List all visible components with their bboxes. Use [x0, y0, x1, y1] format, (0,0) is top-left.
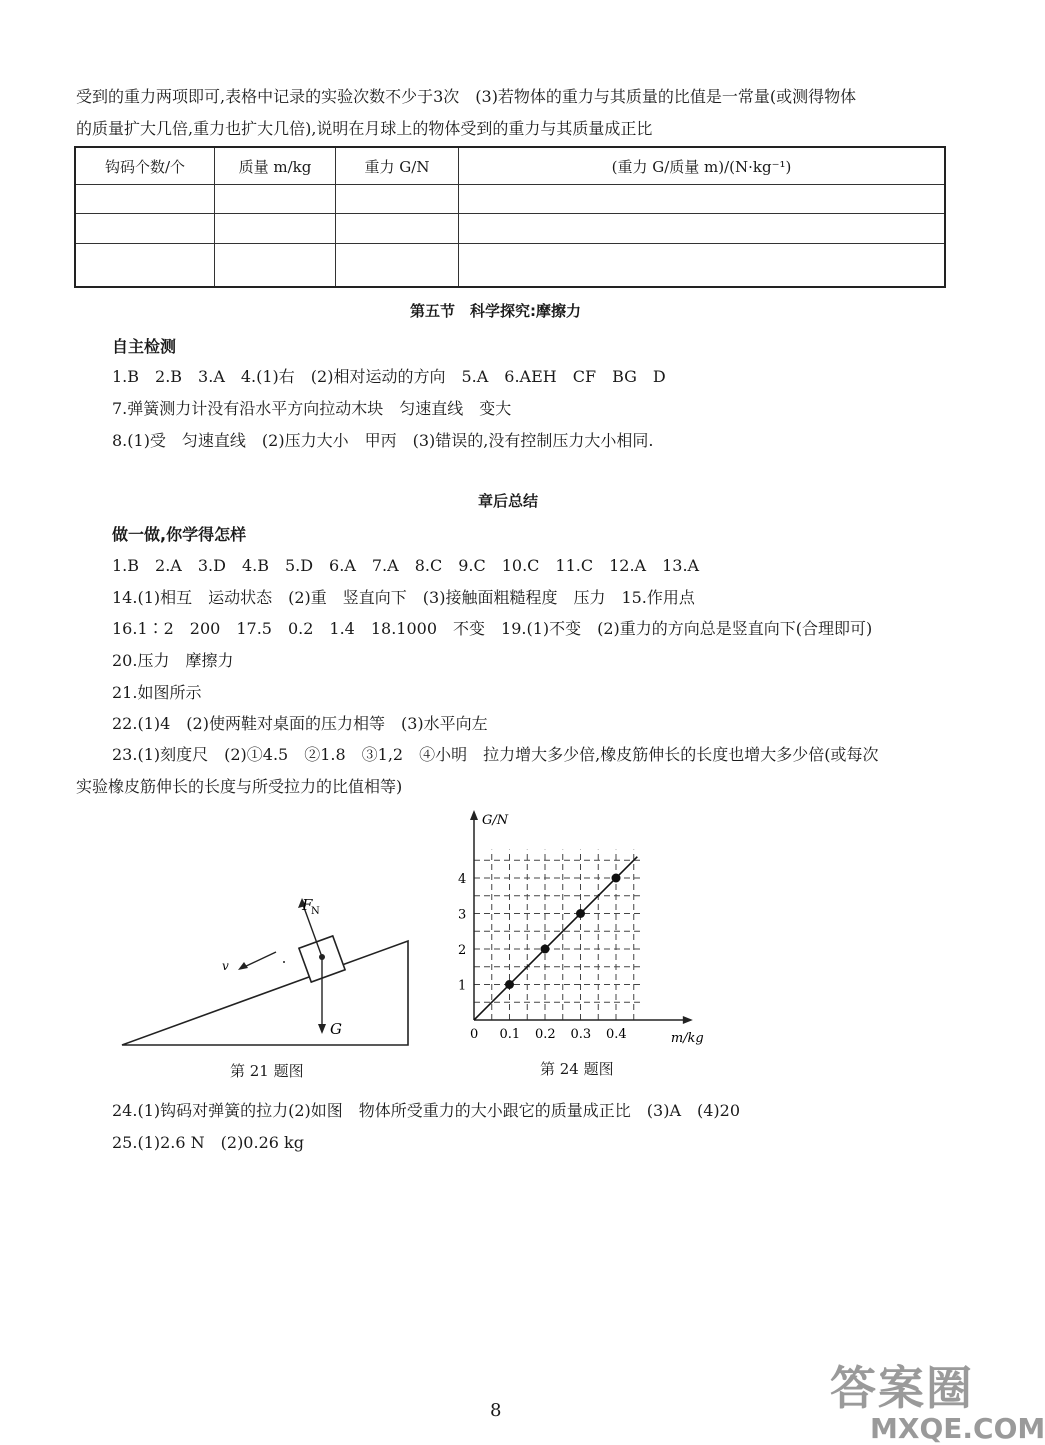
- summary-line-4: 20.压力 摩擦力: [112, 651, 234, 670]
- gravity-arrowhead: [318, 1024, 326, 1034]
- summary-title: 章后总结: [478, 492, 539, 510]
- intro-line-1: 受到的重力两项即可,表格中记录的实验次数不少于3次 (3)若物体的重力与其质量的比值是一常量(或测得物体: [76, 87, 857, 106]
- summary-line-6: 22.(1)4 (2)使两鞋对桌面的压力相等 (3)水平向左: [112, 714, 488, 733]
- x-tick-label: 0.2: [535, 1027, 556, 1042]
- y-axis-arrowhead: [470, 810, 478, 820]
- summary-line-1: 1.B 2.A 3.D 4.B 5.D 6.A 7.A 8.C 9.C 10.C 11.C 12.A 13.A: [112, 556, 700, 575]
- summary-line-5: 21.如图所示: [112, 683, 202, 702]
- summary-line-8: 实验橡皮筋伸长的长度与所受拉力的比值相等): [76, 777, 403, 796]
- x-tick-label: 0: [470, 1027, 479, 1042]
- velocity-arrow: [242, 952, 276, 968]
- watermark-text: 答案圈: [830, 1361, 974, 1415]
- summary-after-line-1: 24.(1)钩码对弹簧的拉力(2)如图 物体所受重力的大小跟它的质量成正比 (3)A (4)20: [112, 1101, 741, 1120]
- header-ratio: (重力 G/质量 m)/(N·kg⁻¹): [459, 147, 946, 185]
- g-label: G: [330, 1020, 342, 1038]
- series-line: [474, 857, 637, 1020]
- table-header-row: [75, 147, 945, 185]
- y-tick-label: 3: [458, 907, 467, 923]
- x-axis-label: m/kg: [670, 1031, 704, 1046]
- fn-label: F: [302, 896, 313, 914]
- gm-chart: [446, 808, 716, 1048]
- x-axis-arrowhead: [683, 1016, 693, 1024]
- y-tick-label: 4: [458, 872, 467, 887]
- header-mass: 质量 m/kg: [215, 147, 336, 185]
- page-number: 8: [490, 1400, 502, 1421]
- data-point: [576, 909, 585, 918]
- watermark-logo: [830, 1352, 1045, 1445]
- fn-subscript: N: [311, 906, 320, 917]
- section5-line-3: 8.(1)受 匀速直线 (2)压力大小 甲丙 (3)错误的,没有控制压力大小相同.: [112, 431, 654, 450]
- section5-title: 第五节 科学探究:摩擦力: [410, 302, 581, 320]
- summary-line-2: 14.(1)相互 运动状态 (2)重 竖直向下 (3)接触面粗糙程度 压力 15.作用点: [112, 588, 695, 607]
- watermark-url: MXQE.COM: [870, 1412, 1045, 1445]
- velocity-arrowhead: [238, 962, 248, 970]
- data-point: [541, 945, 550, 954]
- intro-line-2: 的质量扩大几倍,重力也扩大几倍),说明在月球上的物体受到的重力与其质量成正比: [76, 119, 653, 138]
- header-weight: 重力 G/N: [336, 147, 459, 185]
- summary-line-3: 16.1∶2 200 17.5 0.2 1.4 18.1000 不变 19.(1)不变 (2)重力的方向总是竖直向下(合理即可): [112, 619, 873, 638]
- table-row: [75, 185, 945, 214]
- summary-after-line-2: 25.(1)2.6 N (2)0.26 kg: [112, 1133, 304, 1152]
- x-tick-label: 0.4: [606, 1027, 627, 1042]
- section5-line-2: 7.弹簧测力计没有沿水平方向拉动木块 匀速直线 变大: [112, 399, 512, 418]
- summary-subtitle: 做一做,你学得怎样: [112, 525, 247, 544]
- x-tick-label: 0.1: [499, 1027, 521, 1042]
- x-tick-label: 0.3: [570, 1027, 592, 1042]
- data-point: [612, 874, 621, 883]
- incline-diagram: [118, 888, 438, 1058]
- record-table: [74, 146, 946, 288]
- v-label: v: [222, 959, 229, 973]
- y-axis-label: G/N: [482, 813, 509, 828]
- data-point: [505, 980, 514, 989]
- table-row: [75, 214, 945, 243]
- y-tick-label: 1: [458, 978, 467, 994]
- y-tick-label: 2: [458, 943, 467, 958]
- header-hook-count: 钩码个数/个: [75, 147, 215, 185]
- table-row: [75, 243, 945, 287]
- summary-line-7: 23.(1)刻度尺 (2)①4.5 ②1.8 ③1,2 ④小明 拉力增大多少倍,橡皮筋伸长的长度也增大多少倍(或每次: [112, 745, 879, 764]
- figure-21-caption: 第 21 题图: [230, 1062, 304, 1080]
- figure-24-caption: 第 24 题图: [540, 1060, 614, 1078]
- section5-line-1: 1.B 2.B 3.A 4.(1)右 (2)相对运动的方向 5.A 6.AEH CF BG D: [112, 367, 666, 386]
- section5-subtitle: 自主检测: [112, 337, 177, 356]
